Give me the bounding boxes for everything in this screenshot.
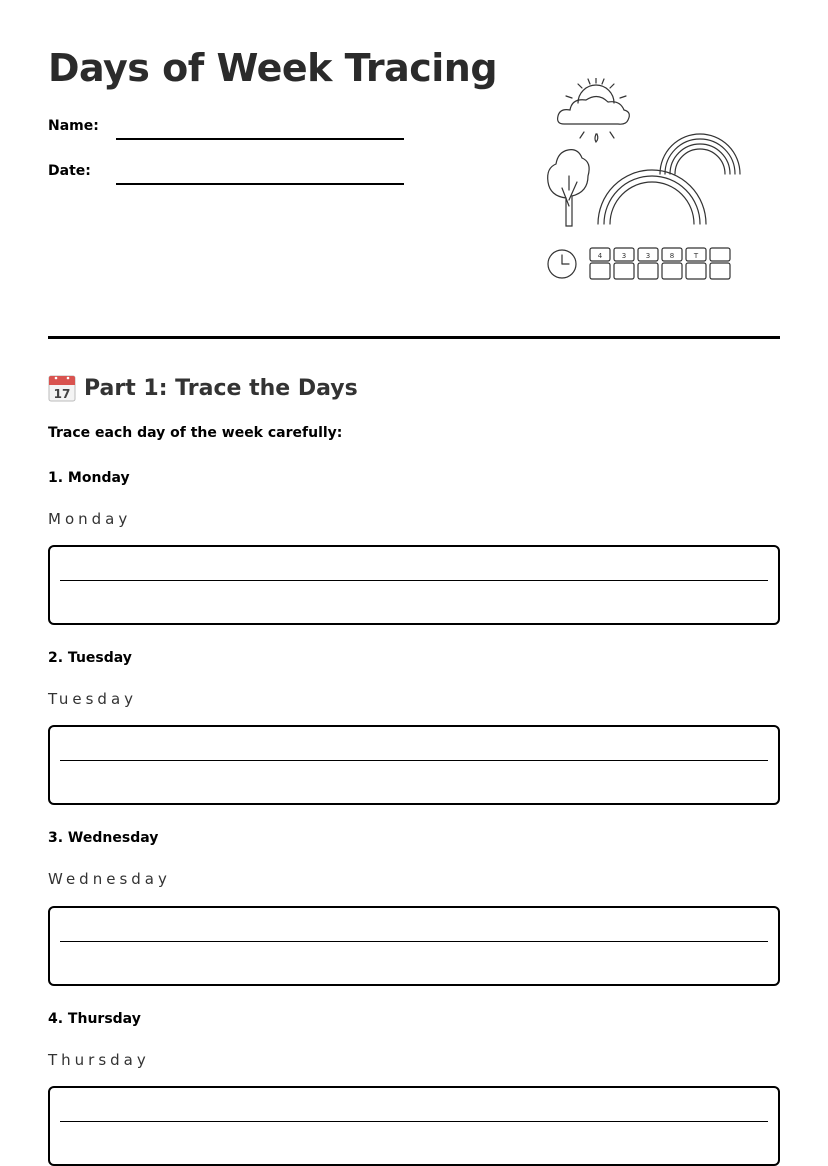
writing-guide-line xyxy=(60,1121,768,1122)
day-label: 4. Thursday xyxy=(48,1011,141,1027)
instructions-text: Trace each day of the week carefully: xyxy=(48,425,343,441)
name-label: Name: xyxy=(48,118,99,134)
page-title: Days of Week Tracing xyxy=(48,46,498,90)
day-label: 3. Wednesday xyxy=(48,830,159,846)
calendar-icon xyxy=(48,374,76,402)
trace-text: Thursday xyxy=(48,1051,150,1069)
writing-box[interactable] xyxy=(48,1086,780,1166)
rainbow-icon xyxy=(660,134,740,174)
name-line xyxy=(116,138,404,140)
calendar-cell-label: 8 xyxy=(669,252,675,260)
rainbow-icon xyxy=(598,170,706,224)
trace-text: Tuesday xyxy=(48,690,138,708)
sun-cloud-icon xyxy=(558,78,630,142)
calendar-cell-label: 3 xyxy=(645,252,651,260)
writing-guide-line xyxy=(60,580,768,581)
clock-icon xyxy=(548,250,576,278)
calendar-cell-label: 3 xyxy=(621,252,627,260)
date-label: Date: xyxy=(48,163,91,179)
trace-text: Monday xyxy=(48,510,132,528)
writing-guide-line xyxy=(60,760,768,761)
trace-text: Wednesday xyxy=(48,870,171,888)
day-label: 1. Monday xyxy=(48,470,130,486)
calendar-icon-number: 17 xyxy=(53,387,71,401)
calendar-cell-label: T xyxy=(693,252,699,260)
writing-box[interactable] xyxy=(48,906,780,986)
writing-guide-line xyxy=(60,941,768,942)
calendar-grid-icon xyxy=(590,248,730,279)
day-label: 2. Tuesday xyxy=(48,650,132,666)
section-title xyxy=(48,374,358,402)
section-divider xyxy=(48,336,780,339)
section-title-text: Part 1: Trace the Days xyxy=(84,375,358,401)
writing-box[interactable] xyxy=(48,545,780,625)
weather-illustration xyxy=(542,78,742,288)
writing-box[interactable] xyxy=(48,725,780,805)
date-line xyxy=(116,183,404,185)
date-field xyxy=(48,163,408,193)
tree-icon xyxy=(548,150,589,226)
calendar-cell-label: 4 xyxy=(597,252,603,260)
name-field xyxy=(48,118,408,148)
